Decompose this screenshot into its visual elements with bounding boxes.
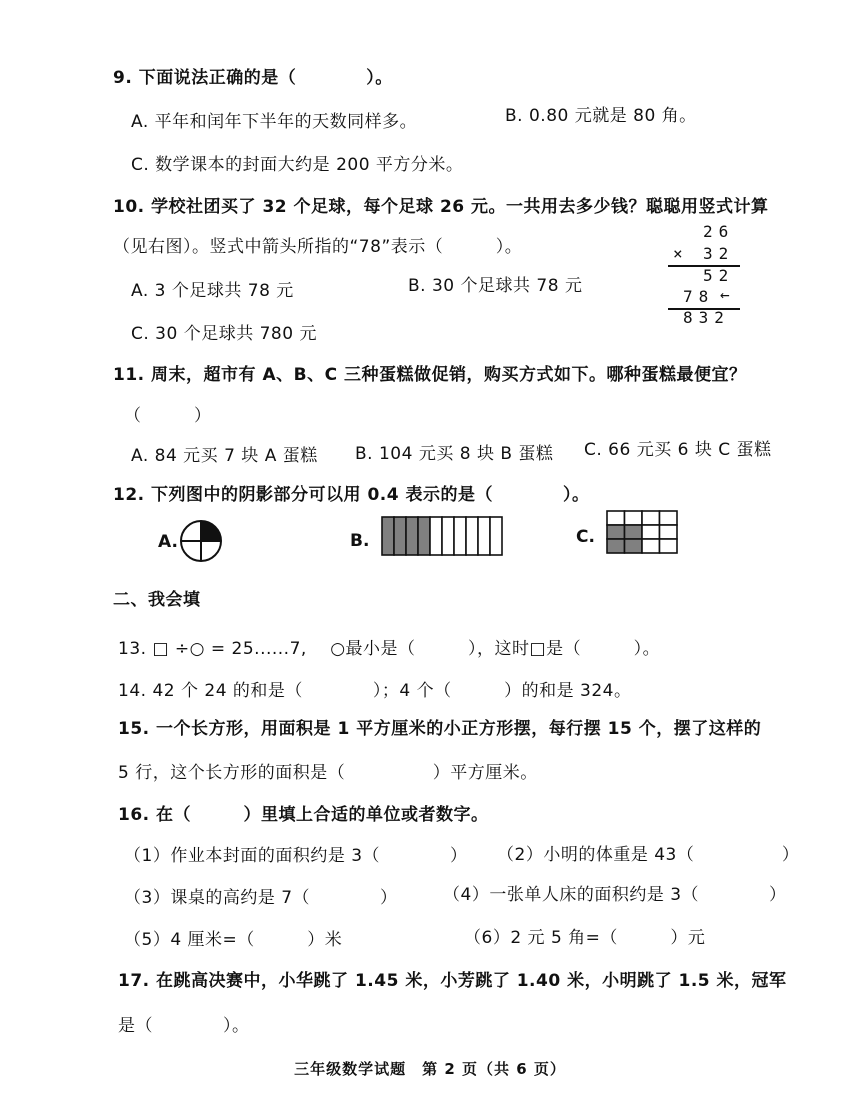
q17-line2: 是（ ）。 bbox=[118, 1016, 250, 1036]
q11-answer-blank: （ ） bbox=[124, 406, 212, 426]
bar-column-shaded bbox=[406, 517, 418, 555]
q12-option-b-label: B. bbox=[350, 531, 370, 551]
q11-option-b: B. 104 元买 8 块 B 蛋糕 bbox=[355, 444, 554, 464]
q11-stem: 11. 周末，超市有 A、B、C 三种蛋糕做促销，购买方式如下。哪种蛋糕最便宜？ bbox=[113, 365, 747, 385]
calc-multiplier: 32 bbox=[703, 244, 735, 263]
q17-line1: 17. 在跳高决赛中，小华跳了 1.45 米，小芳跳了 1.40 米，小明跳了 1.5 米，冠军 bbox=[118, 971, 787, 991]
bar-column bbox=[490, 517, 502, 555]
calc-partial-1: 52 bbox=[703, 266, 735, 285]
q16-part-2: （2）小明的体重是 43（ ） bbox=[497, 845, 800, 865]
q16-part-5: （5）4 厘米=（ ）米 bbox=[124, 930, 343, 950]
grid-cell bbox=[625, 511, 643, 525]
q11-option-a: A. 84 元买 7 块 A 蛋糕 bbox=[131, 446, 318, 466]
bar-column-shaded bbox=[382, 517, 394, 555]
q10-option-a: A. 3 个足球共 78 元 bbox=[131, 281, 294, 301]
grid-cell bbox=[642, 511, 660, 525]
q15-line1: 15. 一个长方形，用面积是 1 平方厘米的小正方形摆，每行摆 15 个，摆了这样的 bbox=[118, 719, 762, 739]
q10-option-b: B. 30 个足球共 78 元 bbox=[408, 276, 583, 296]
q16-part-6: （6）2 元 5 角=（ ）元 bbox=[464, 928, 706, 948]
twelve-cell-grid-figure bbox=[606, 510, 678, 554]
q12-stem: 12. 下列图中的阴影部分可以用 0.4 表示的是（ ）。 bbox=[113, 485, 590, 505]
calc-partial-2: 78 bbox=[683, 287, 715, 306]
q11-option-c: C. 66 元买 6 块 C 蛋糕 bbox=[584, 440, 772, 460]
bar-column bbox=[478, 517, 490, 555]
ten-column-bar-figure bbox=[381, 516, 503, 556]
q16-part-1: （1）作业本封面的面积约是 3（ ） bbox=[124, 846, 468, 866]
grid-cell-shaded bbox=[607, 525, 625, 539]
q16-stem: 16. 在（ ）里填上合适的单位或者数字。 bbox=[118, 805, 489, 825]
q12-option-c-label: C. bbox=[576, 527, 595, 547]
grid-cell bbox=[642, 539, 660, 553]
q14-text: 14. 42 个 24 的和是（ ）；4 个（ ）的和是 324。 bbox=[118, 681, 632, 701]
arrow-left-icon: ← bbox=[720, 285, 730, 304]
grid-cell bbox=[660, 511, 678, 525]
bar-column bbox=[442, 517, 454, 555]
page-footer: 三年级数学试题 第 2 页（共 6 页） bbox=[294, 1060, 566, 1078]
q16-part-3: （3）课桌的高约是 7（ ） bbox=[124, 888, 398, 908]
q9-option-b: B. 0.80 元就是 80 角。 bbox=[505, 106, 697, 126]
bar-column-shaded bbox=[418, 517, 430, 555]
calc-result: 832 bbox=[683, 308, 730, 327]
q10-stem-line1: 10. 学校社团买了 32 个足球，每个足球 26 元。一共用去多少钱？聪聪用竖式计算 bbox=[113, 197, 769, 217]
grid-cell-shaded bbox=[625, 525, 643, 539]
bar-column-shaded bbox=[394, 517, 406, 555]
calc-multiplicand: 26 bbox=[703, 222, 735, 241]
q13-text: 13. □ ÷○ = 25......7, ○最小是（ ），这时□是（ ）。 bbox=[118, 639, 661, 659]
grid-cell bbox=[607, 511, 625, 525]
q16-part-4: （4）一张单人床的面积约是 3（ ） bbox=[443, 885, 787, 905]
q10-option-c: C. 30 个足球共 780 元 bbox=[131, 324, 317, 344]
grid-cell-shaded bbox=[607, 539, 625, 553]
q12-option-a-label: A. bbox=[158, 532, 178, 552]
grid-cell bbox=[660, 539, 678, 553]
bar-column bbox=[430, 517, 442, 555]
bar-column bbox=[466, 517, 478, 555]
calc-operator: × bbox=[673, 244, 689, 263]
grid-cell-shaded bbox=[625, 539, 643, 553]
q9-option-c: C. 数学课本的封面大约是 200 平方分米。 bbox=[131, 155, 464, 175]
bar-column bbox=[454, 517, 466, 555]
circle-figure bbox=[178, 518, 224, 564]
q10-stem-line2: （见右图）。竖式中箭头所指的“78”表示（ ）。 bbox=[113, 237, 523, 257]
section-2-title: 二、我会填 bbox=[113, 590, 201, 610]
grid-cell bbox=[660, 525, 678, 539]
grid-cell bbox=[642, 525, 660, 539]
q15-line2: 5 行，这个长方形的面积是（ ）平方厘米。 bbox=[118, 763, 538, 783]
q9-option-a: A. 平年和闰年下半年的天数同样多。 bbox=[131, 112, 418, 132]
q9-stem: 9. 下面说法正确的是（ ）。 bbox=[113, 68, 393, 88]
